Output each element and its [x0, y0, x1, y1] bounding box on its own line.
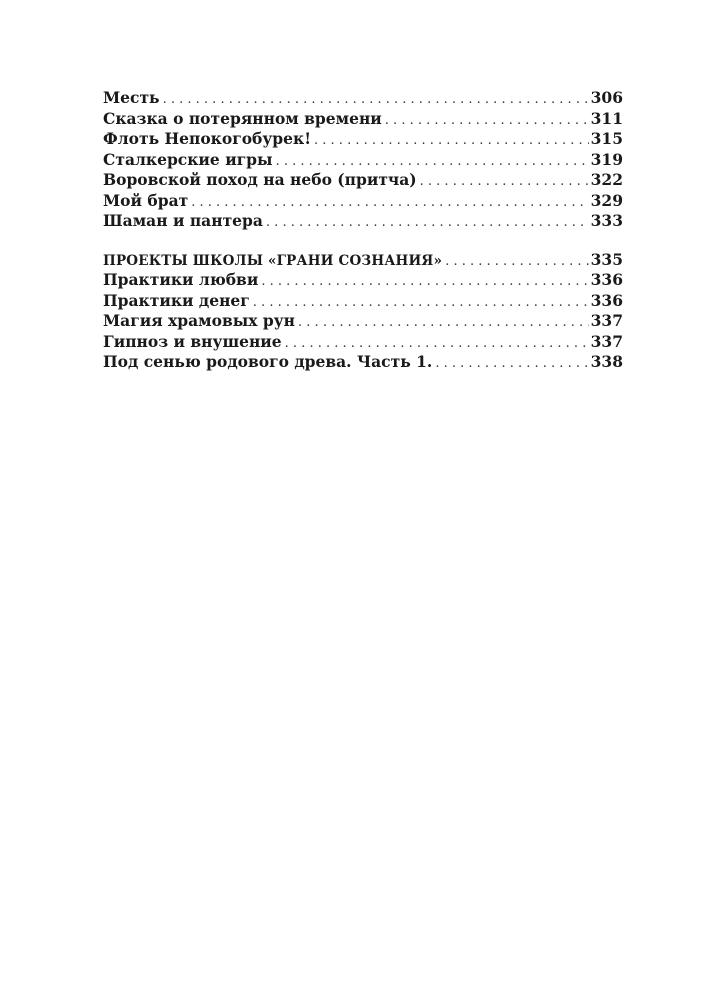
toc-entry-title: Магия храмовых рун — [103, 311, 296, 330]
toc-entry-title: Мой брат — [103, 190, 189, 210]
toc-entry-title: Воровской поход на небо (притча) — [103, 170, 417, 189]
toc-entry-page: 306 — [590, 88, 623, 107]
toc-section-stories — [103, 88, 623, 232]
toc-entry-title: Сказка о потерянном времени — [103, 108, 382, 128]
toc-entry — [103, 109, 623, 130]
dot-leader — [163, 92, 589, 107]
dot-leader — [276, 154, 589, 169]
toc-entry — [103, 270, 623, 291]
dot-leader — [261, 274, 588, 289]
toc-entry — [103, 129, 623, 150]
toc-entry-page: 335 — [590, 249, 623, 269]
toc-entry-title: Месть — [103, 88, 160, 107]
dot-leader — [314, 133, 589, 148]
toc-entry — [103, 332, 623, 353]
toc-entry — [103, 170, 623, 191]
toc-entry-title: Под сенью родового древа. Часть 1. — [103, 352, 433, 371]
dot-leader — [191, 195, 588, 210]
toc-section-heading — [103, 250, 623, 271]
dot-leader — [285, 336, 589, 351]
toc-entry-title: Практики денег — [103, 290, 250, 310]
toc-entry-page: 329 — [590, 190, 623, 210]
toc-entry-title: Практики любви — [103, 270, 259, 289]
toc-entry-page: 337 — [590, 311, 623, 330]
toc-entry-page: 336 — [590, 290, 623, 310]
dot-leader — [385, 113, 589, 128]
dot-leader — [266, 215, 589, 230]
toc-entry-page: 311 — [590, 108, 623, 128]
toc-entry — [103, 291, 623, 312]
toc-entry — [103, 88, 623, 109]
toc-section-projects — [103, 250, 623, 373]
dot-leader — [420, 174, 589, 189]
toc-entry-page: 337 — [590, 331, 623, 351]
dot-leader — [298, 315, 589, 330]
toc-entry-page: 319 — [590, 149, 623, 169]
toc-entry-page: 333 — [590, 211, 623, 230]
toc-entry — [103, 150, 623, 171]
toc-entry-page: 338 — [590, 352, 623, 371]
toc-entry-page: 315 — [590, 129, 623, 148]
table-of-contents — [103, 88, 623, 373]
toc-entry — [103, 311, 623, 332]
toc-entry-page: 336 — [590, 270, 623, 289]
dot-leader — [445, 254, 588, 269]
toc-entry — [103, 352, 623, 373]
toc-entry-title: Шаман и пантера — [103, 211, 263, 230]
dot-leader — [435, 356, 588, 371]
toc-entry-title: Флоть Непокогобурек! — [103, 129, 312, 148]
toc-entry-title: ПРОЕКТЫ ШКОЛЫ «ГРАНИ СОЗНАНИЯ» — [103, 252, 443, 269]
toc-entry-page: 322 — [590, 170, 623, 189]
toc-entry-title: Гипноз и внушение — [103, 331, 282, 351]
dot-leader — [253, 295, 589, 310]
toc-entry-title: Сталкерские игры — [103, 149, 273, 169]
toc-entry — [103, 191, 623, 212]
toc-entry — [103, 211, 623, 232]
